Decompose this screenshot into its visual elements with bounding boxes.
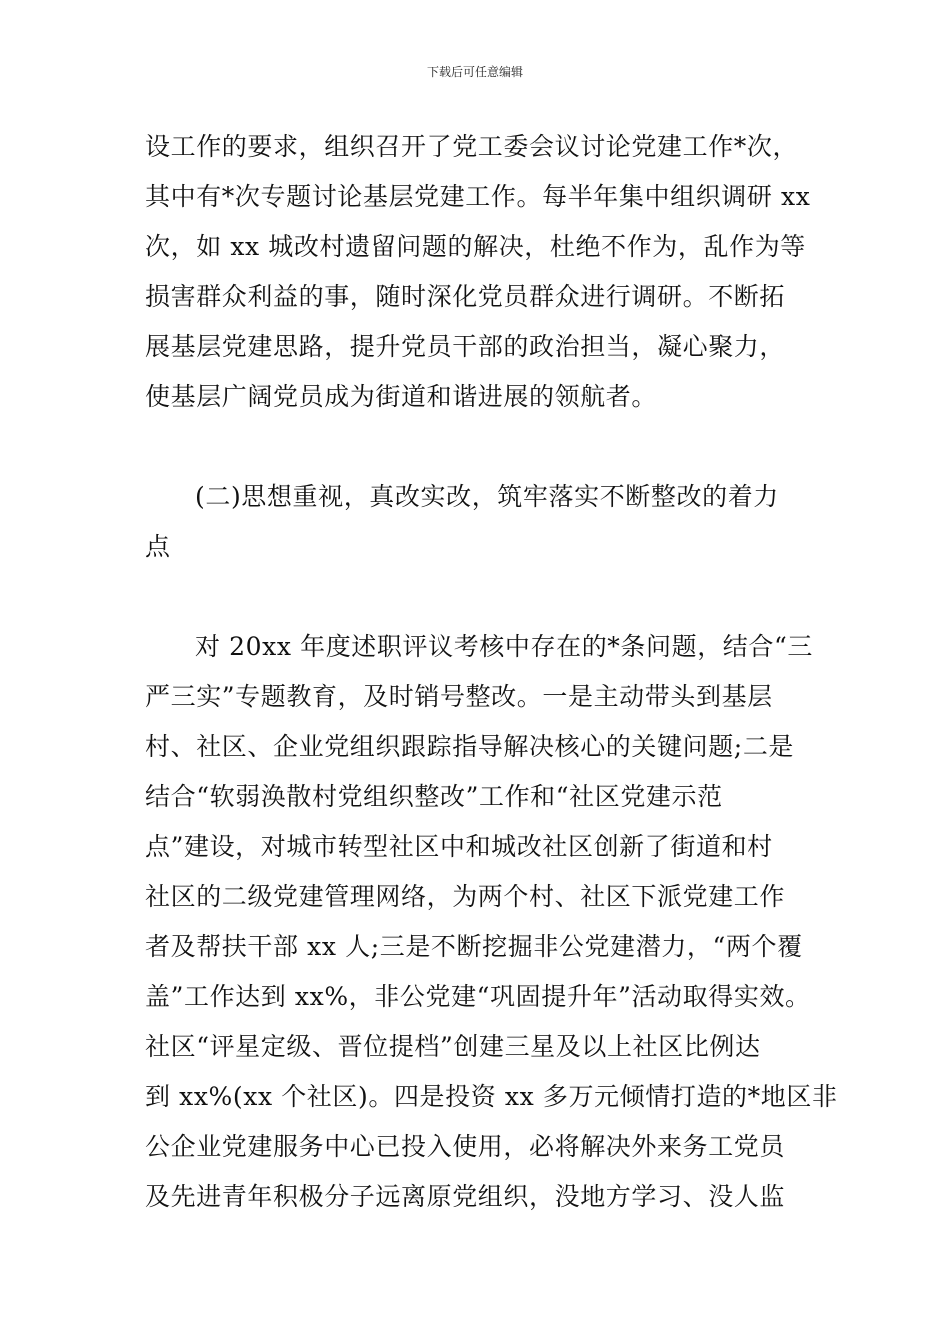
heading-line: 点 xyxy=(145,532,171,561)
heading-line: (二)思想重视，真改实改，筑牢落实不断整改的着力 xyxy=(195,482,779,511)
text-line: 次，如 xx 城改村遗留问题的解决，杜绝不作为，乱作为等 xyxy=(145,232,806,261)
text-line: 社区的二级党建管理网络，为两个村、社区下派党建工作 xyxy=(145,882,786,911)
text-line: 损害群众利益的事，随时深化党员群众进行调研。不断拓 xyxy=(145,282,786,311)
text-line: 点”建设，对城市转型社区中和城改社区创新了街道和村 xyxy=(145,832,773,861)
text-line: 村、社区、企业党组织跟踪指导解决核心的关键问题;二是 xyxy=(145,732,795,761)
text-line: 者及帮扶干部 xx 人;三是不断挖掘非公党建潜力，“两个覆 xyxy=(145,932,803,961)
text-line: 结合“软弱涣散村党组织整改”工作和“社区党建示范 xyxy=(145,782,723,811)
text-line: 其中有*次专题讨论基层党建工作。每半年集中组织调研 xx xyxy=(145,182,811,211)
text-line: 到 xx%(xx 个社区)。四是投资 xx 多万元倾情打造的*地区非 xyxy=(145,1082,838,1111)
text-line: 公企业党建服务中心已投入使用，必将解决外来务工党员 xyxy=(145,1132,786,1161)
page-header: 下载后可任意编辑 xyxy=(426,65,523,79)
text-line: 严三实”专题教育，及时销号整改。一是主动带头到基层 xyxy=(145,682,773,711)
text-line: 社区“评星定级、晋位提档”创建三星及以上社区比例达 xyxy=(145,1032,761,1061)
text-line: 对 20xx 年度述职评议考核中存在的*条问题，结合“三 xyxy=(195,632,813,661)
text-line: 设工作的要求，组织召开了党工委会议讨论党建工作*次， xyxy=(145,132,799,161)
text-line: 使基层广阔党员成为街道和谐进展的领航者。 xyxy=(145,382,658,411)
text-line: 盖”工作达到 xx%，非公党建“巩固提升年”活动取得实效。 xyxy=(145,982,811,1011)
text-line: 展基层党建思路，提升党员干部的政治担当，凝心聚力， xyxy=(145,332,786,361)
text-line: 及先进青年积极分子远离原党组织，没地方学习、没人监 xyxy=(145,1182,786,1211)
